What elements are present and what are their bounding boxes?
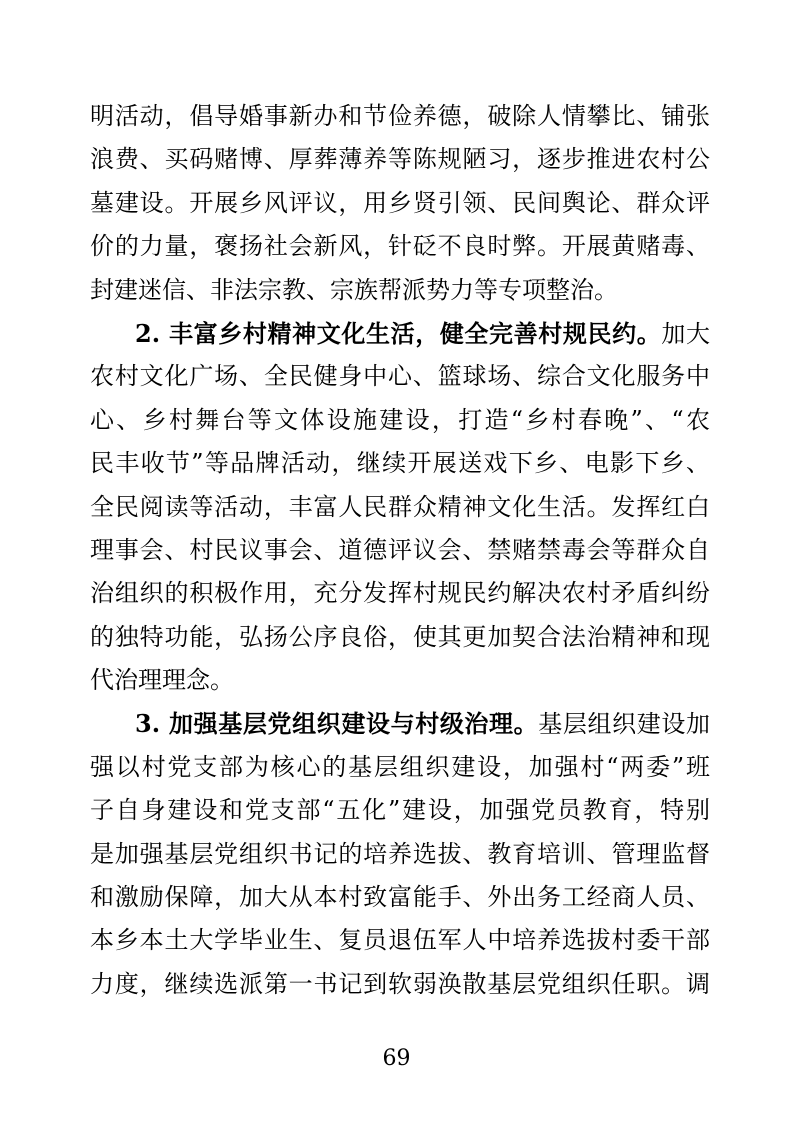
text-run: 的独特功能，弘扬公序良俗，使其更加契合法治精神和现 bbox=[90, 622, 710, 651]
text-run: 强以村党支部为核心的基层组织建设，加强村“两委”班 bbox=[90, 752, 710, 781]
text-run: 明活动，倡导婚事新办和节俭养德，破除人情攀比、铺张 bbox=[90, 102, 710, 130]
text-line bbox=[90, 138, 710, 181]
text-line bbox=[90, 355, 710, 398]
text-run: 本乡本土大学毕业生、复员退伍军人中培养选拔村委干部 bbox=[90, 926, 710, 955]
text-line bbox=[90, 833, 710, 876]
text-run: 是加强基层党组织书记的培养选拔、教育培训、管理监督 bbox=[90, 839, 710, 868]
text-line bbox=[90, 442, 710, 485]
text-run: 民丰收节”等品牌活动，继续开展送戏下乡、电影下乡、 bbox=[90, 449, 710, 478]
text-run: 基层组织建设加 bbox=[538, 710, 710, 739]
text-run: 治组织的积极作用，充分发挥村规民约解决农村矛盾纠纷 bbox=[90, 579, 710, 608]
text-line bbox=[90, 616, 710, 659]
text-line bbox=[90, 659, 710, 702]
text-line bbox=[90, 529, 710, 572]
text-line bbox=[90, 572, 710, 615]
text-line bbox=[90, 876, 710, 919]
heading-run: 2. 丰富乡村精神文化生活，健全完善村规民约。 bbox=[135, 318, 662, 348]
text-line bbox=[90, 399, 710, 442]
heading-run: 3. 加强基层党组织建设与村级治理。 bbox=[135, 709, 539, 739]
text-run: 浪费、买码赌博、厚葬薄养等陈规陋习，逐步推进农村公 bbox=[90, 145, 710, 174]
text-run: 代治理理念。 bbox=[90, 666, 234, 695]
text-run: 理事会、村民议事会、道德评议会、禁赌禁毒会等群众自 bbox=[90, 535, 710, 564]
text-run: 农村文化广场、全民健身中心、篮球场、综合文化服务中 bbox=[90, 362, 710, 391]
text-run: 加大 bbox=[661, 319, 710, 348]
page-number: 69 bbox=[382, 1046, 411, 1071]
text-line bbox=[90, 182, 710, 225]
text-run: 价的力量，褒扬社会新风，针砭不良时弊。开展黄赌毒、 bbox=[90, 232, 710, 261]
text-line bbox=[90, 919, 710, 962]
text-line bbox=[90, 746, 710, 789]
text-line bbox=[90, 789, 710, 832]
text-line bbox=[90, 312, 710, 355]
document-body bbox=[90, 95, 710, 1006]
text-line bbox=[90, 963, 710, 1006]
text-run: 子自身建设和党支部“五化”建设，加强党员教育，特别 bbox=[90, 796, 710, 825]
text-run: 力度，继续选派第一书记到软弱涣散基层党组织任职。调 bbox=[90, 969, 710, 998]
text-run: 墓建设。开展乡风评议，用乡贤引领、民间舆论、群众评 bbox=[90, 188, 710, 217]
text-run: 和激励保障，加大从本村致富能手、外出务工经商人员、 bbox=[90, 883, 710, 912]
text-line bbox=[90, 225, 710, 268]
text-line bbox=[90, 486, 710, 529]
text-run: 封建迷信、非法宗教、宗族帮派势力等专项整治。 bbox=[90, 275, 618, 304]
text-run: 全民阅读等活动，丰富人民群众精神文化生活。发挥红白 bbox=[90, 492, 710, 521]
text-line bbox=[90, 702, 710, 745]
text-line bbox=[90, 269, 710, 312]
text-line bbox=[90, 95, 710, 138]
text-run: 心、乡村舞台等文体设施建设，打造“乡村春晚”、“农 bbox=[90, 405, 710, 434]
